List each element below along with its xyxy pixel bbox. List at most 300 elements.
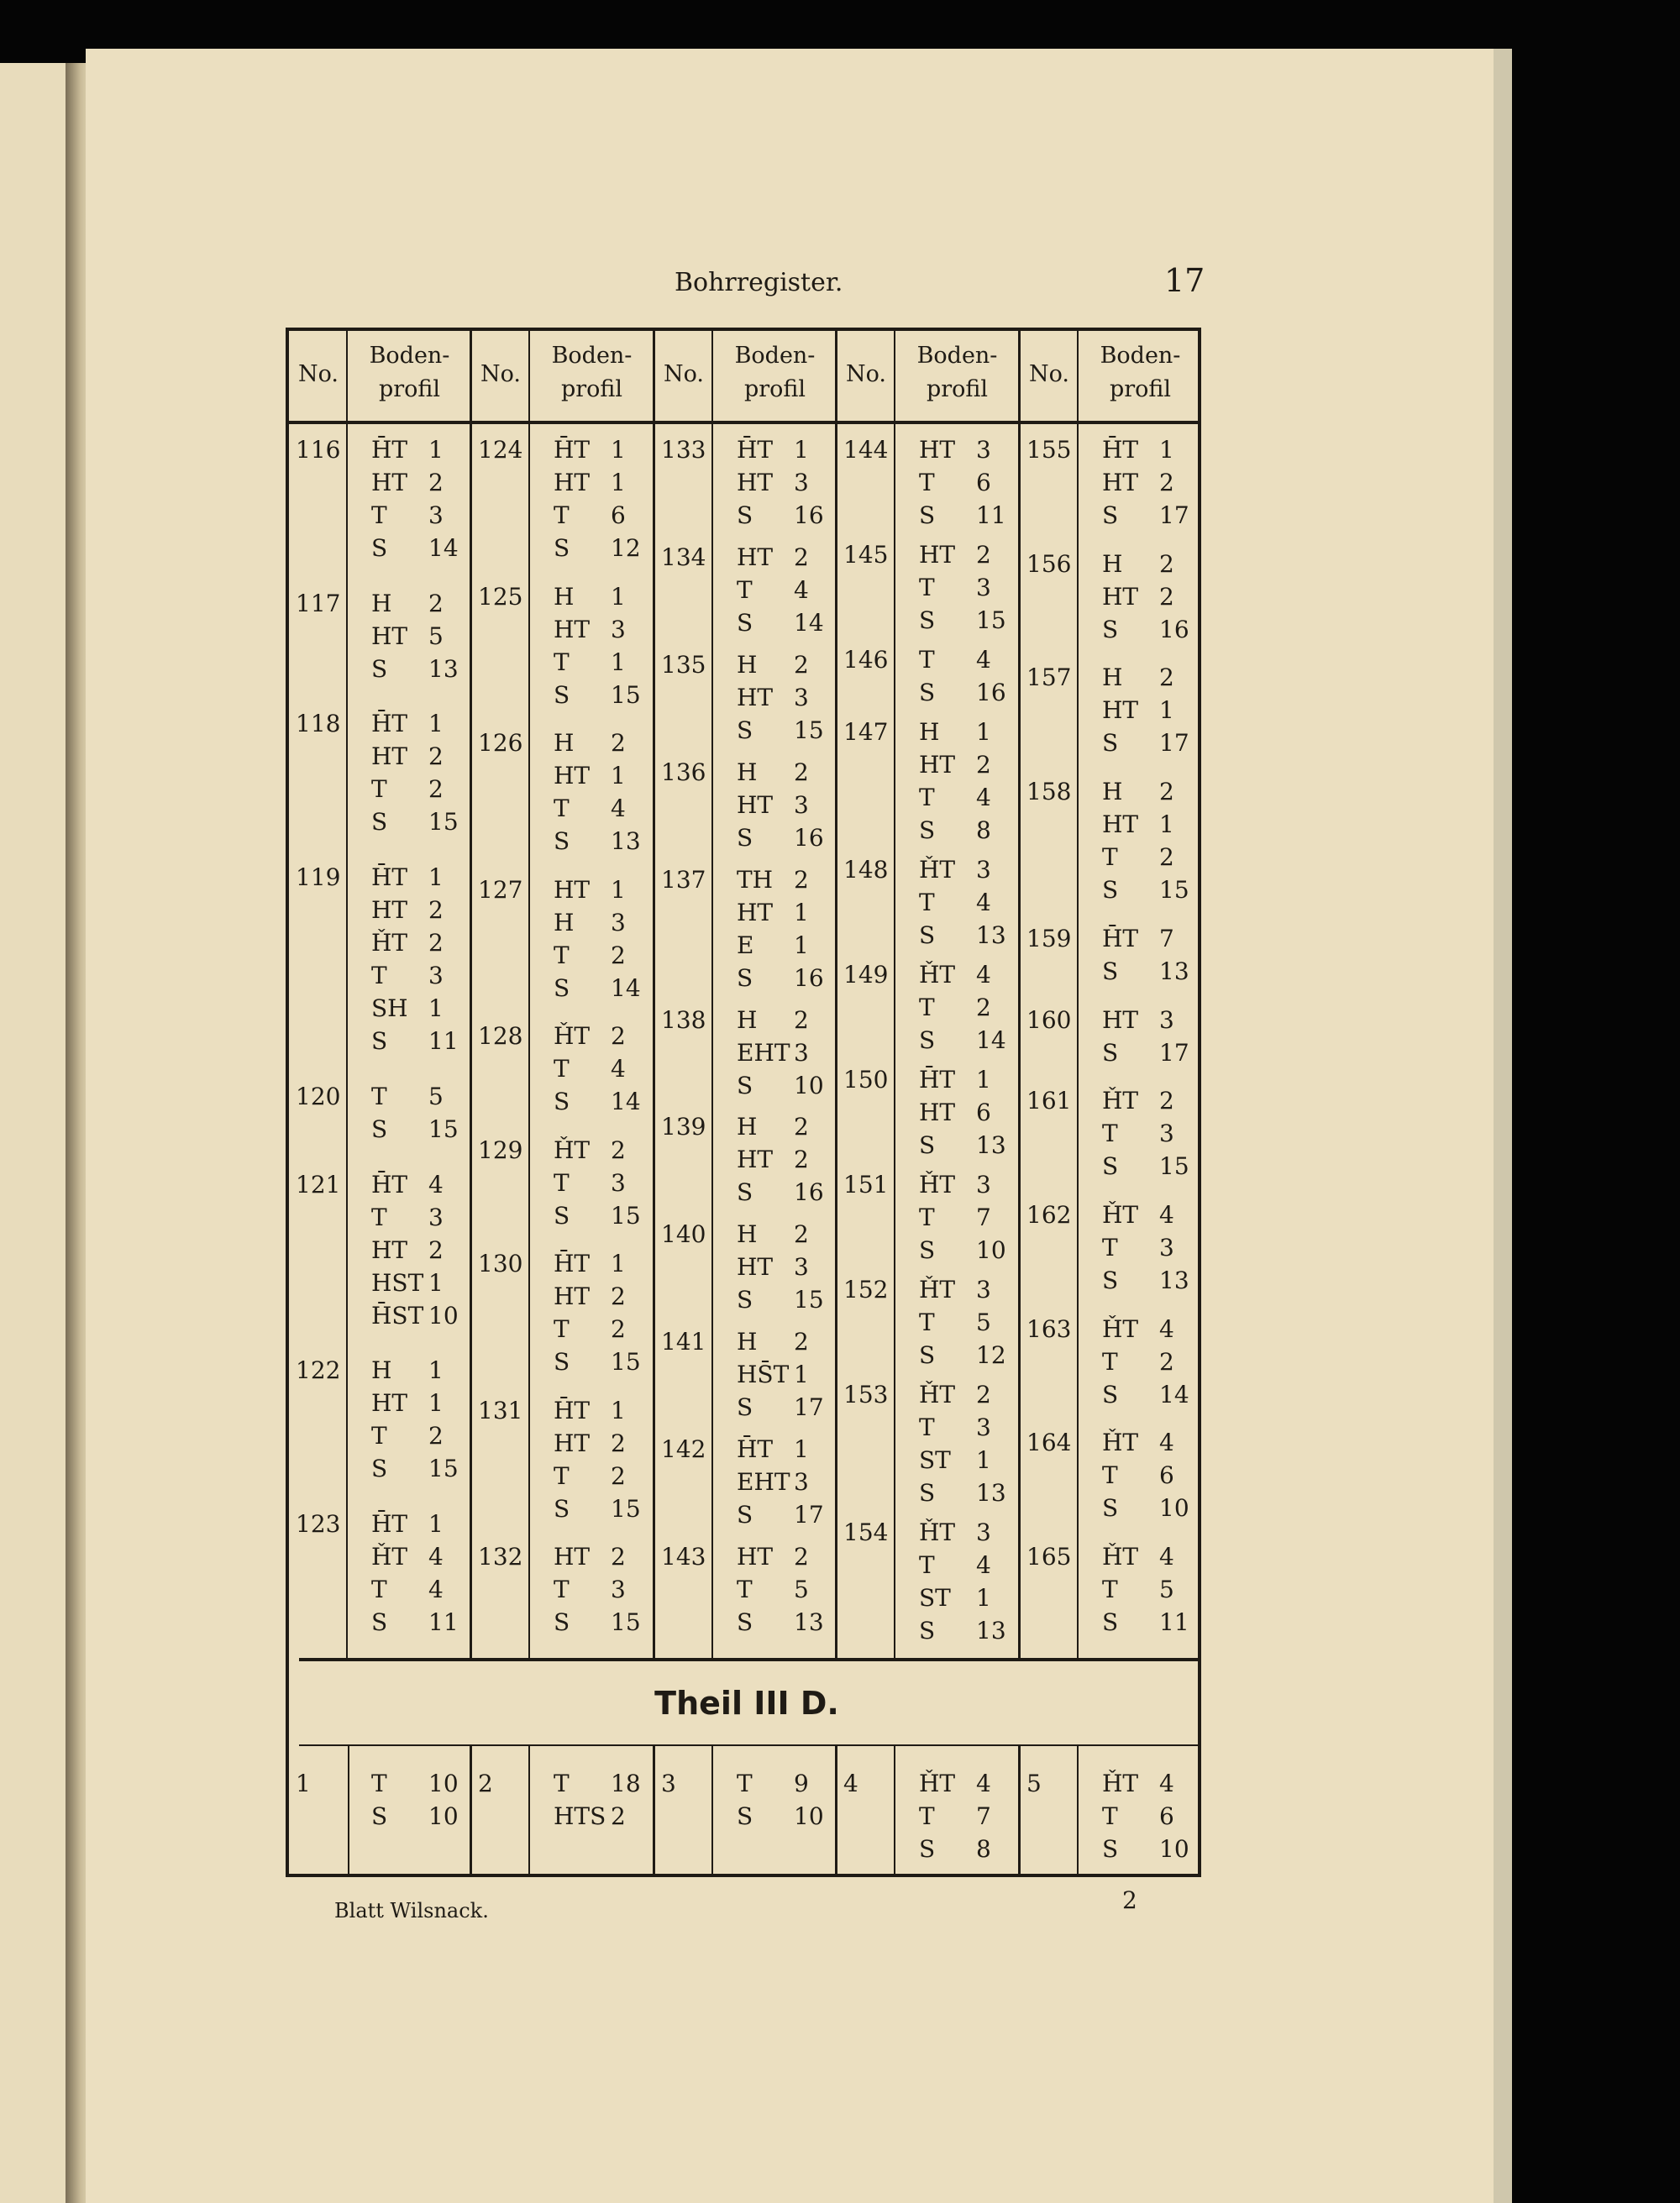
layer-thickness: 4 — [976, 1770, 991, 1797]
layer-thickness: 14 — [611, 1088, 641, 1115]
header-no: No. — [480, 361, 521, 387]
profile-layer — [554, 534, 641, 562]
profile-layer — [554, 795, 626, 822]
layer-thickness: 1 — [794, 436, 809, 464]
entry-number: 125 — [478, 582, 523, 611]
layer-code: S — [371, 808, 388, 837]
layer-thickness: 1 — [428, 1510, 444, 1538]
layer-thickness: 4 — [976, 646, 991, 674]
profile-layer — [1102, 957, 1189, 985]
layer-thickness: 2 — [1159, 1347, 1174, 1376]
layer-code: S — [1102, 1835, 1119, 1863]
page-stack-edge — [1494, 49, 1512, 2203]
entry-number: 120 — [296, 1082, 341, 1110]
layer-code: S — [1102, 1038, 1119, 1067]
profile-layer — [919, 784, 991, 811]
layer-code: H̄T — [737, 436, 774, 464]
entry-number: 117 — [296, 589, 341, 617]
layer-code: S — [919, 1341, 936, 1369]
profile-layer — [1102, 696, 1174, 725]
layer-thickness: 17 — [794, 1393, 824, 1422]
profile-layer — [554, 1022, 626, 1050]
layer-code: T — [371, 1203, 387, 1231]
layer-code: ȞT — [1102, 1543, 1139, 1571]
profile-layer — [371, 1115, 459, 1143]
layer-code: T — [737, 1576, 753, 1603]
profile-layer — [554, 1315, 626, 1343]
profile-layer — [737, 758, 809, 786]
layer-thickness: 10 — [1159, 1835, 1189, 1863]
layer-code: HT — [1102, 1005, 1139, 1034]
section-column-rule — [348, 1744, 349, 1877]
layer-code: H — [371, 1356, 392, 1385]
layer-thickness: 2 — [794, 1005, 809, 1034]
layer-code: H̄T — [371, 1170, 408, 1199]
profile-layer — [371, 1170, 444, 1199]
header-bodenprofil — [348, 339, 471, 407]
entry-number: 126 — [478, 729, 523, 757]
layer-code: ȞT — [919, 1276, 956, 1303]
profile-layer — [919, 1414, 991, 1441]
layer-thickness: 4 — [428, 1576, 444, 1603]
layer-code: T — [919, 646, 935, 674]
section-rule-bottom — [299, 1744, 1198, 1746]
layer-thickness: 16 — [794, 823, 824, 852]
layer-code: HT — [919, 1099, 956, 1126]
no-column-rule — [1077, 331, 1079, 1658]
layer-code: H̄T — [554, 1250, 591, 1277]
profile-layer — [1102, 1200, 1174, 1229]
entry-number: 4 — [843, 1770, 858, 1797]
layer-code: ȞT — [1102, 1429, 1139, 1457]
layer-code: H — [737, 1328, 758, 1356]
layer-thickness: 2 — [428, 1235, 444, 1264]
layer-code: HT — [371, 1235, 408, 1264]
layer-code: HT — [371, 742, 408, 771]
profile-layer — [1102, 729, 1189, 758]
layer-code: H — [1102, 549, 1123, 578]
layer-code: HT — [1102, 469, 1139, 496]
layer-thickness: 3 — [794, 790, 809, 819]
layer-thickness: 3 — [976, 1414, 991, 1441]
layer-code: HT — [371, 896, 408, 925]
layer-code: S — [737, 1393, 753, 1422]
entry-number: 121 — [296, 1170, 341, 1199]
no-column-rule — [711, 331, 713, 1658]
layer-code: HT — [371, 622, 408, 650]
layer-code: S — [919, 501, 936, 529]
layer-code: T — [919, 994, 935, 1021]
profile-layer — [371, 589, 444, 617]
profile-layer — [737, 1146, 809, 1174]
entry-number: 146 — [843, 646, 889, 674]
layer-thickness: 2 — [1159, 778, 1174, 806]
layer-thickness: 3 — [428, 1203, 444, 1231]
layer-thickness: 2 — [428, 896, 444, 925]
profile-layer — [919, 1099, 991, 1126]
layer-thickness: 1 — [428, 710, 444, 738]
layer-thickness: 15 — [794, 716, 824, 744]
layer-code: S — [1102, 1152, 1119, 1181]
entry-number: 152 — [843, 1276, 889, 1303]
layer-code: S — [1102, 1380, 1119, 1408]
profile-layer — [737, 575, 809, 604]
layer-thickness: 1 — [794, 898, 809, 926]
profile-layer — [919, 1551, 991, 1579]
layer-thickness: 2 — [611, 729, 626, 757]
layer-code: S — [1102, 1494, 1119, 1523]
entry-number: 135 — [661, 650, 706, 679]
layer-code: T — [371, 775, 387, 804]
profile-layer — [919, 1131, 1006, 1159]
layer-code: H — [1102, 778, 1123, 806]
layer-code: T — [1102, 1120, 1118, 1148]
layer-thickness: 11 — [976, 501, 1006, 529]
layer-thickness: 16 — [794, 1178, 824, 1207]
profile-layer — [1102, 1543, 1174, 1571]
entry-number: 158 — [1026, 778, 1072, 806]
profile-layer — [371, 1608, 459, 1636]
layer-thickness: 17 — [1159, 1038, 1189, 1067]
profile-layer — [554, 648, 626, 676]
layer-code: ȞT — [1102, 1200, 1139, 1229]
layer-code: T — [737, 575, 753, 604]
profile-layer — [737, 898, 809, 926]
profile-layer — [554, 1494, 641, 1523]
profile-layer — [1102, 1120, 1174, 1148]
layer-code: HT — [737, 898, 774, 926]
profile-layer — [919, 606, 1006, 634]
layer-code: ȞT — [919, 1770, 956, 1797]
layer-thickness: 11 — [428, 1027, 459, 1056]
layer-thickness: 2 — [794, 1543, 809, 1571]
layer-code: H̄T — [371, 863, 408, 892]
profile-layer — [919, 856, 991, 884]
profile-layer — [1102, 1266, 1189, 1294]
layer-thickness: 1 — [794, 1435, 809, 1464]
column-rule — [1018, 331, 1021, 1658]
layer-code: S — [737, 823, 753, 852]
layer-thickness: 12 — [611, 534, 641, 562]
layer-thickness: 1 — [794, 1361, 809, 1389]
layer-thickness: 1 — [1159, 436, 1174, 464]
header-bodenprofil — [1079, 339, 1202, 407]
layer-code: S — [554, 973, 570, 1002]
profile-layer — [554, 582, 626, 611]
layer-code: HT — [554, 1429, 591, 1457]
layer-code: S — [371, 1802, 388, 1830]
layer-code: HT — [737, 1543, 774, 1571]
layer-code: T — [554, 795, 570, 822]
layer-thickness: 2 — [611, 941, 626, 969]
profile-layer — [554, 1168, 626, 1197]
profile-layer — [1102, 1835, 1189, 1863]
layer-code: S — [919, 816, 936, 844]
layer-thickness: 2 — [976, 1381, 991, 1408]
profile-layer — [554, 973, 641, 1002]
layer-thickness: 2 — [976, 751, 991, 779]
profile-layer — [371, 994, 444, 1023]
layer-code: H — [737, 1113, 758, 1141]
layer-code: TH — [737, 865, 774, 894]
layer-thickness: 3 — [611, 1576, 626, 1603]
layer-code: S — [737, 963, 753, 992]
layer-thickness: 2 — [611, 1461, 626, 1490]
profile-layer — [919, 889, 991, 916]
profile-layer — [554, 729, 626, 757]
layer-thickness: 5 — [428, 1082, 444, 1110]
entry-number: 140 — [661, 1220, 706, 1249]
profile-layer — [1102, 810, 1174, 839]
layer-thickness: 17 — [1159, 729, 1189, 758]
layer-code: T — [554, 1770, 570, 1797]
profile-layer — [371, 1543, 444, 1571]
entry-number: 153 — [843, 1381, 889, 1408]
column-rule — [835, 331, 837, 1658]
layer-thickness: 14 — [976, 1026, 1006, 1054]
profile-layer — [737, 1220, 809, 1249]
layer-code: T — [1102, 1233, 1118, 1261]
layer-code: ȞT — [919, 856, 956, 884]
layer-code: ȞT — [554, 1136, 591, 1164]
profile-layer — [737, 931, 809, 959]
entry-number: 150 — [843, 1066, 889, 1094]
layer-thickness: 8 — [976, 1835, 991, 1863]
layer-thickness: 2 — [976, 541, 991, 569]
profile-layer — [554, 1282, 626, 1310]
layer-thickness: 4 — [611, 1055, 626, 1083]
layer-thickness: 9 — [794, 1770, 809, 1797]
layer-code: HT — [1102, 582, 1139, 611]
layer-thickness: 1 — [976, 718, 991, 746]
layer-thickness: 2 — [428, 469, 444, 496]
layer-thickness: 13 — [428, 654, 459, 683]
layer-thickness: 15 — [611, 1494, 641, 1523]
header-bodenprofil-line: Boden- — [551, 343, 633, 369]
layer-thickness: 6 — [1159, 1461, 1174, 1490]
section-column-rule — [1077, 1744, 1079, 1877]
header-bodenprofil — [713, 339, 837, 407]
layer-code: S — [1102, 1266, 1119, 1294]
layer-thickness: 10 — [428, 1301, 459, 1330]
profile-layer — [371, 1082, 444, 1110]
layer-thickness: 15 — [1159, 876, 1189, 905]
profile-layer — [919, 1617, 1006, 1644]
layer-code: S — [737, 608, 753, 637]
layer-thickness: 4 — [1159, 1200, 1174, 1229]
profile-layer — [554, 436, 626, 464]
header-bodenprofil-line: profil — [378, 376, 441, 402]
header-bodenprofil-line: Boden- — [1100, 343, 1181, 369]
layer-thickness: 2 — [611, 1136, 626, 1164]
entry-number: 148 — [843, 856, 889, 884]
profile-layer — [919, 469, 991, 496]
layer-code: T — [919, 889, 935, 916]
profile-layer — [737, 1576, 809, 1603]
header-bodenprofil-line: Boden- — [369, 343, 450, 369]
profile-layer — [1102, 1347, 1174, 1376]
profile-layer — [919, 1802, 991, 1830]
profile-layer — [1102, 501, 1189, 529]
layer-thickness: 4 — [1159, 1429, 1174, 1457]
layer-code: S — [554, 1608, 570, 1636]
layer-thickness: 8 — [976, 816, 991, 844]
page-number: 17 — [1164, 262, 1205, 299]
profile-layer — [371, 929, 444, 957]
layer-thickness: 1 — [611, 762, 626, 789]
layer-code: HT — [371, 469, 408, 496]
layer-code: H — [554, 729, 575, 757]
layer-code: T — [371, 501, 387, 529]
layer-code: ȞT — [919, 1171, 956, 1199]
layer-code: H — [1102, 664, 1123, 692]
profile-layer — [554, 1136, 626, 1164]
layer-thickness: 4 — [1159, 1543, 1174, 1571]
layer-thickness: 2 — [428, 775, 444, 804]
layer-thickness: 17 — [794, 1501, 824, 1529]
profile-layer — [919, 1309, 991, 1336]
layer-code: S — [737, 501, 753, 529]
layer-code: ST — [919, 1584, 951, 1612]
layer-code: HT — [919, 541, 956, 569]
profile-layer — [1102, 1005, 1174, 1034]
layer-code: T — [1102, 1576, 1118, 1603]
layer-thickness: 1 — [1159, 696, 1174, 725]
layer-thickness: 15 — [611, 680, 641, 709]
profile-layer — [919, 1770, 991, 1797]
layer-code: H̄ST — [371, 1301, 424, 1330]
entry-number: 1 — [296, 1770, 311, 1797]
entry-number: 154 — [843, 1518, 889, 1546]
profile-layer — [554, 469, 626, 496]
layer-code: H̄T — [737, 1435, 774, 1464]
layer-thickness: 18 — [611, 1770, 641, 1797]
layer-thickness: 16 — [976, 679, 1006, 706]
layer-thickness: 16 — [794, 501, 824, 529]
layer-code: HT — [1102, 696, 1139, 725]
profile-layer — [1102, 1429, 1174, 1457]
layer-code: T — [554, 941, 570, 969]
layer-code: HT — [737, 543, 774, 571]
layer-code: S — [1102, 615, 1119, 643]
layer-thickness: 11 — [1159, 1608, 1189, 1636]
entry-number: 123 — [296, 1510, 341, 1538]
profile-layer — [371, 1422, 444, 1450]
profile-layer — [1102, 1314, 1174, 1343]
layer-thickness: 5 — [976, 1309, 991, 1336]
layer-code: S — [919, 1479, 936, 1507]
layer-code: S — [919, 1026, 936, 1054]
header-bodenprofil — [530, 339, 654, 407]
layer-thickness: 4 — [976, 889, 991, 916]
layer-thickness: 1 — [611, 1396, 626, 1424]
profile-layer — [1102, 1802, 1174, 1830]
profile-layer — [919, 751, 991, 779]
profile-layer — [554, 1608, 641, 1636]
entry-number: 164 — [1026, 1429, 1072, 1457]
layer-code: S — [1102, 501, 1119, 529]
layer-code: HT — [371, 1389, 408, 1418]
layer-code: T — [919, 1551, 935, 1579]
layer-thickness: 3 — [794, 469, 809, 496]
profile-layer — [737, 683, 809, 711]
entry-number: 142 — [661, 1435, 706, 1464]
profile-layer — [919, 1276, 991, 1303]
layer-code: HT — [554, 1282, 591, 1310]
profile-layer — [919, 1171, 991, 1199]
layer-thickness: 3 — [1159, 1005, 1174, 1034]
profile-layer — [371, 1802, 459, 1830]
entry-number: 165 — [1026, 1543, 1072, 1571]
layer-code: S — [737, 1802, 753, 1830]
profile-layer — [1102, 1152, 1189, 1181]
layer-code: T — [919, 1802, 935, 1830]
profile-layer — [1102, 582, 1174, 611]
layer-thickness: 10 — [794, 1071, 824, 1099]
layer-thickness: 2 — [428, 589, 444, 617]
profile-layer — [919, 574, 991, 601]
section-column-rule — [711, 1744, 713, 1877]
layer-thickness: 2 — [1159, 1087, 1174, 1115]
profile-layer — [737, 823, 824, 852]
bohrregister-table — [286, 328, 1201, 1877]
layer-thickness: 4 — [976, 961, 991, 989]
profile-layer — [371, 742, 444, 771]
layer-thickness: 13 — [794, 1608, 824, 1636]
layer-thickness: 10 — [428, 1802, 459, 1830]
profile-layer — [1102, 876, 1189, 905]
layer-code: HT — [554, 762, 591, 789]
entry-number: 131 — [478, 1396, 523, 1424]
profile-layer — [554, 1201, 641, 1230]
profile-layer — [737, 650, 809, 679]
profile-layer — [371, 775, 444, 804]
layer-code: S — [371, 1455, 388, 1483]
layer-code: HST — [371, 1268, 424, 1297]
section-column-rule — [528, 1744, 530, 1877]
layer-code: S — [1102, 876, 1119, 905]
entry-number: 134 — [661, 543, 706, 571]
entry-number: 151 — [843, 1171, 889, 1199]
profile-layer — [554, 501, 626, 529]
profile-layer — [371, 1389, 444, 1418]
profile-layer — [737, 865, 809, 894]
profile-layer — [371, 896, 444, 925]
profile-layer — [1102, 1087, 1174, 1115]
layer-code: ȞT — [1102, 1314, 1139, 1343]
layer-code: T — [554, 501, 570, 529]
layer-code: HT — [737, 683, 774, 711]
profile-layer — [737, 1468, 809, 1497]
layer-code: T — [919, 1204, 935, 1231]
profile-layer — [737, 1178, 824, 1207]
profile-layer — [1102, 1461, 1174, 1490]
layer-code: HT — [919, 436, 956, 464]
profile-layer — [554, 1055, 626, 1083]
layer-code: HT — [554, 469, 591, 496]
layer-thickness: 3 — [1159, 1233, 1174, 1261]
layer-thickness: 2 — [976, 994, 991, 1021]
entry-number: 161 — [1026, 1087, 1072, 1115]
layer-thickness: 11 — [428, 1608, 459, 1636]
layer-code: T — [919, 469, 935, 496]
layer-thickness: 3 — [1159, 1120, 1174, 1148]
profile-layer — [919, 541, 991, 569]
layer-code: ȞT — [1102, 1087, 1139, 1115]
profile-layer — [554, 1429, 626, 1457]
layer-code: S — [371, 534, 388, 562]
profile-layer — [919, 679, 1006, 706]
